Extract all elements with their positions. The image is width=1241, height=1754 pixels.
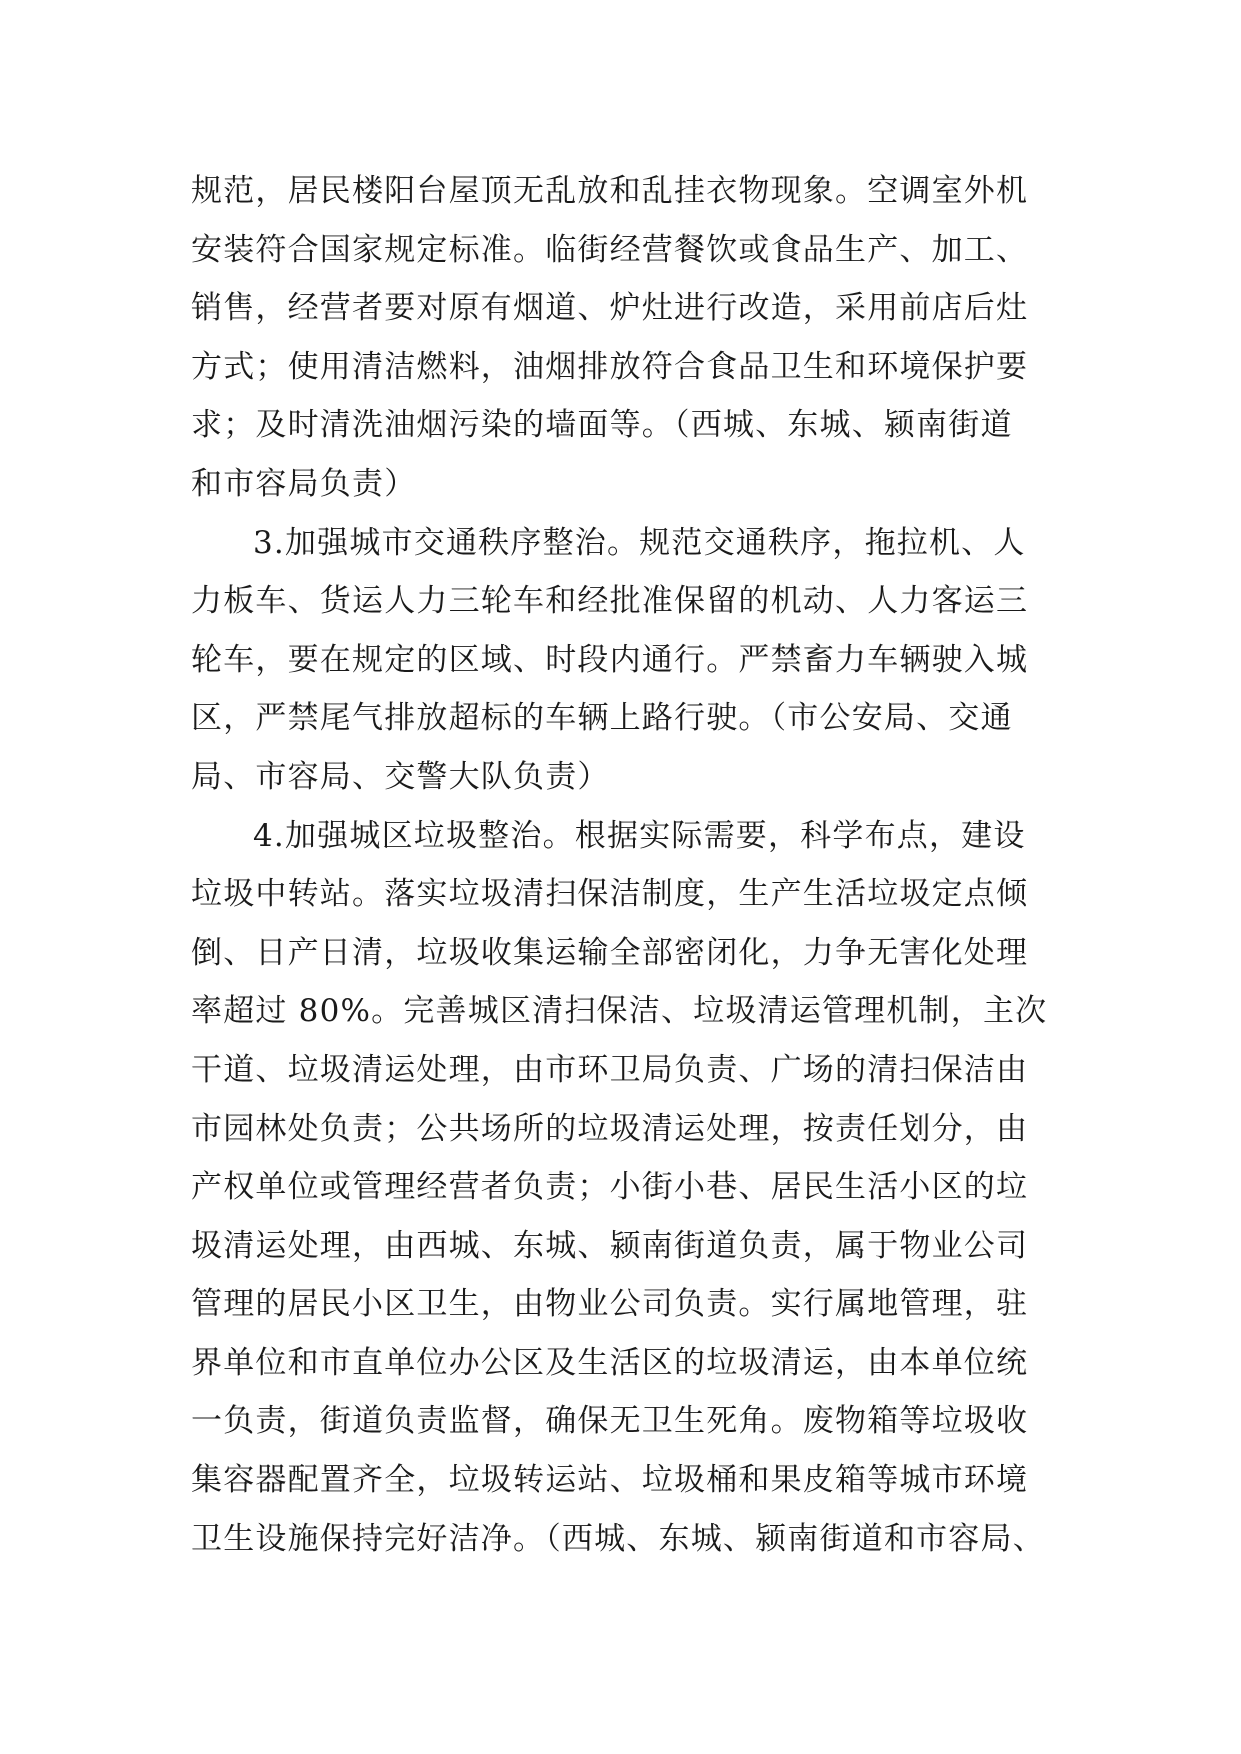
text-line: 干道、垃圾清运处理，由市环卫局负责、广场的清扫保洁由	[191, 1051, 1029, 1088]
text-line: 和市容局负责）	[191, 465, 417, 502]
text-line: 管理的居民小区卫生，由物业公司负责。实行属地管理，驻	[191, 1286, 1029, 1323]
text-line: 市园林处负责；公共场所的垃圾清运处理，按责任划分，由	[191, 1110, 1029, 1147]
document-body	[191, 162, 1071, 1568]
text-line: 轮车，要在规定的区域、时段内通行。严禁畜力车辆驶入城	[191, 641, 1029, 678]
text-line: 一负责，街道负责监督，确保无卫生死角。废物箱等垃圾收	[191, 1403, 1029, 1440]
text-line: 倒、日产日清，垃圾收集运输全部密闭化，力争无害化处理	[191, 934, 1029, 971]
text-line: 区，严禁尾气排放超标的车辆上路行驶。（市公安局、交通	[191, 700, 1013, 737]
text-line: 销售，经营者要对原有烟道、炉灶进行改造，采用前店后灶	[191, 290, 1029, 327]
text-line: 力板车、货运人力三轮车和经批准保留的机动、人力客运三	[191, 583, 1029, 620]
text-line: 安装符合国家规定标准。临街经营餐饮或食品生产、加工、	[191, 231, 1029, 268]
text-line: 局、市容局、交警大队负责）	[191, 758, 610, 795]
text-line: 求；及时清洗油烟污染的墙面等。（西城、东城、颍南街道	[191, 407, 1013, 444]
text-line: 规范，居民楼阳台屋顶无乱放和乱挂衣物现象。空调室外机	[191, 173, 1029, 209]
text-line: 垃圾中转站。落实垃圾清扫保洁制度，生产生活垃圾定点倾	[191, 876, 1029, 913]
section-4-heading-line: 4.加强城区垃圾整治。根据实际需要，科学布点，建设	[253, 817, 1026, 854]
text-line: 圾清运处理，由西城、东城、颍南街道负责，属于物业公司	[191, 1227, 1029, 1264]
text-line: 率超过 80%。完善城区清扫保洁、垃圾清运管理机制，主次	[191, 993, 1048, 1030]
text-line: 方式；使用清洁燃料，油烟排放符合食品卫生和环境保护要	[191, 348, 1029, 385]
text-line: 界单位和市直单位办公区及生活区的垃圾清运，由本单位统	[191, 1344, 1029, 1381]
text-line: 卫生设施保持完好洁净。（西城、东城、颍南街道和市容局、	[191, 1520, 1045, 1557]
text-line: 产权单位或管理经营者负责；小街小巷、居民生活小区的垃	[191, 1169, 1029, 1206]
text-line: 集容器配置齐全，垃圾转运站、垃圾桶和果皮箱等城市环境	[191, 1462, 1029, 1499]
section-3-heading-line: 3.加强城市交通秩序整治。规范交通秩序，拖拉机、人	[253, 524, 1026, 561]
